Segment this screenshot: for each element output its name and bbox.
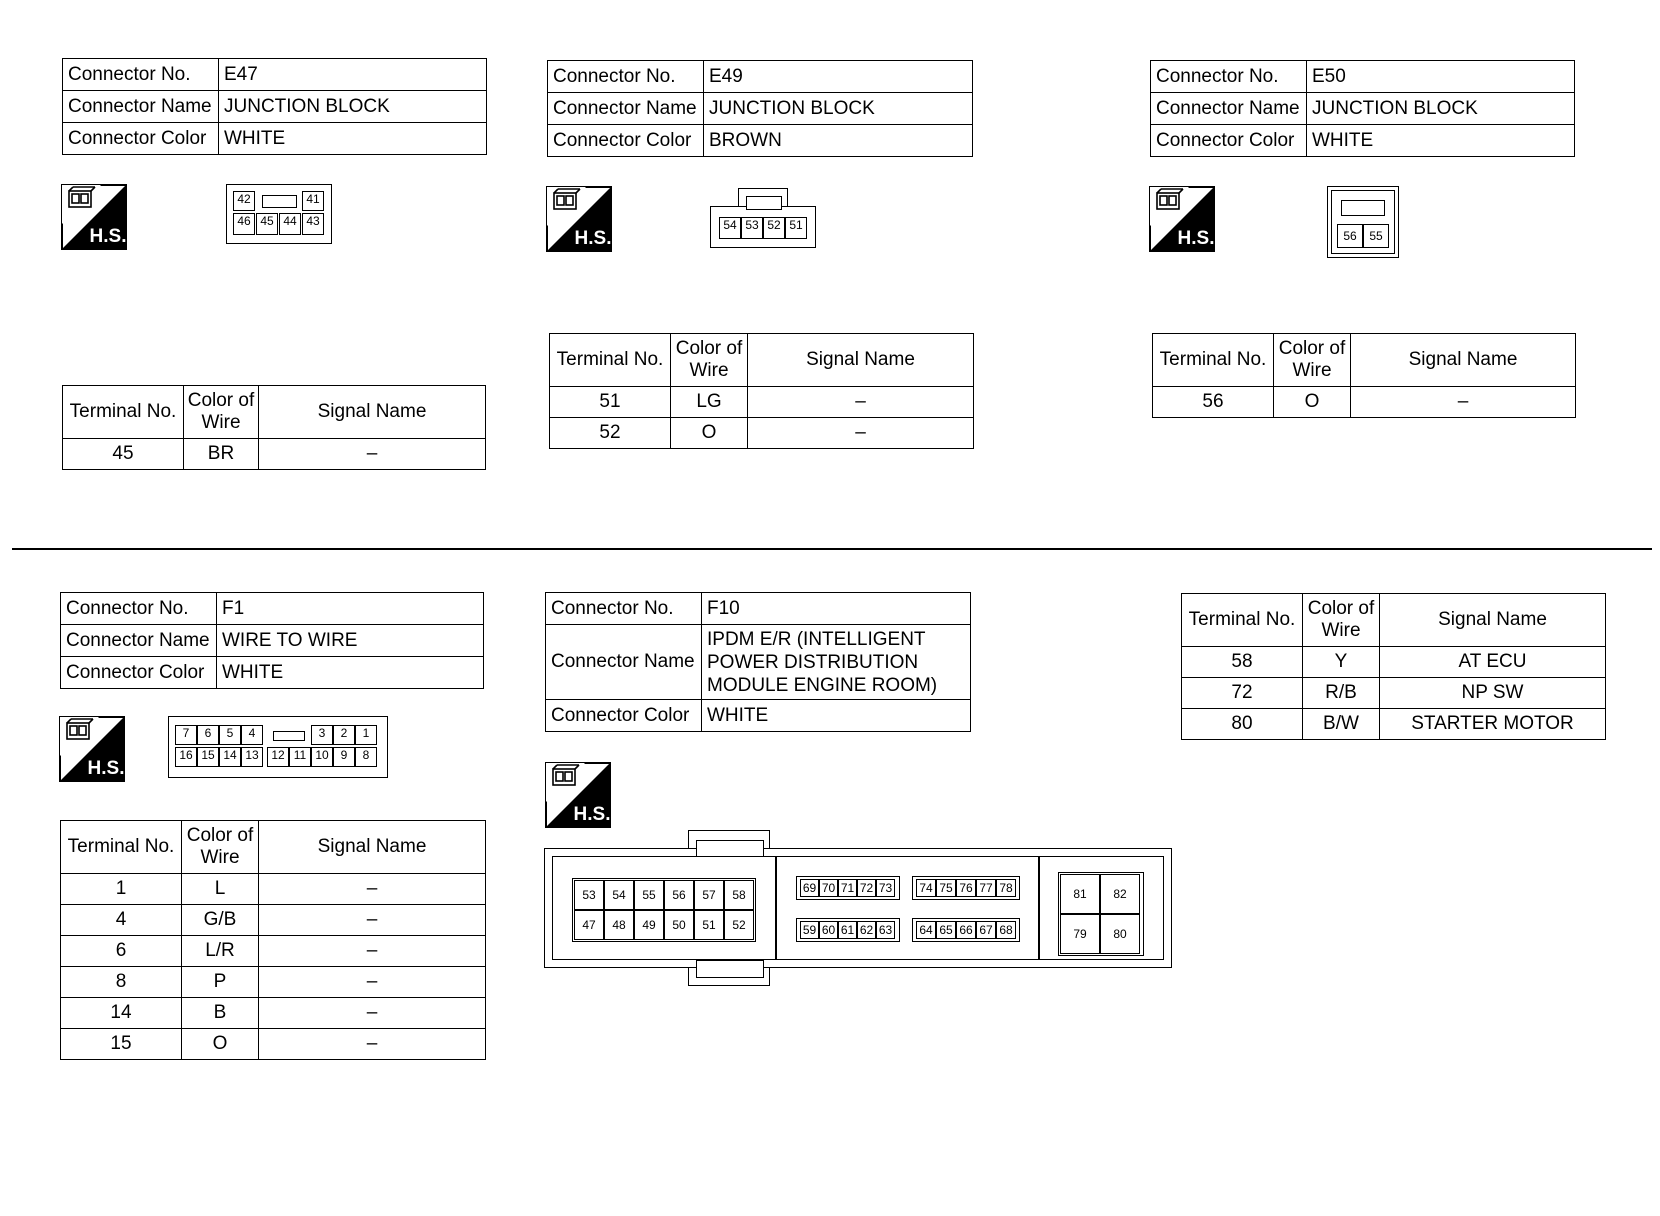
e47-connector-no: E47 — [219, 59, 487, 91]
e50-th-signal: Signal Name — [1351, 334, 1576, 387]
f10-pin: 71 — [838, 879, 857, 897]
signal-name: AT ECU — [1380, 647, 1606, 678]
f10-pin: 81 — [1060, 874, 1100, 914]
f10-label-color: Connector Color — [546, 700, 702, 732]
f10-pin: 51 — [694, 910, 724, 940]
f10-pin: 49 — [634, 910, 664, 940]
signal-name: STARTER MOTOR — [1380, 709, 1606, 740]
signal-name: – — [1351, 387, 1576, 418]
f10-connector-face — [544, 830, 1172, 988]
f10-pin: 59 — [800, 921, 819, 939]
e47-pin: 43 — [302, 213, 324, 235]
table-row — [63, 439, 486, 470]
table-row — [550, 387, 974, 418]
terminal-no: 1 — [61, 874, 182, 905]
e47-th-wire: Color of Wire — [184, 386, 259, 439]
e50-connector-face — [1327, 186, 1399, 258]
e49-connector-face — [710, 188, 816, 248]
e49-th-signal: Signal Name — [748, 334, 974, 387]
f1-label-color: Connector Color — [61, 657, 217, 689]
signal-name: NP SW — [1380, 678, 1606, 709]
table-row — [1182, 709, 1606, 740]
f10-pin: 57 — [694, 880, 724, 910]
e50-th-wire: Color of Wire — [1274, 334, 1351, 387]
f10-pin: 76 — [956, 879, 976, 897]
e49-connector-name: JUNCTION BLOCK — [704, 93, 973, 125]
e50-label-no: Connector No. — [1151, 61, 1307, 93]
f10-pin: 58 — [724, 880, 754, 910]
e49-connector-color: BROWN — [704, 125, 973, 157]
f1-pin: 11 — [289, 747, 311, 767]
f10-pin: 62 — [857, 921, 876, 939]
f10-connector-color: WHITE — [702, 700, 971, 732]
f1-pin: 15 — [197, 747, 219, 767]
terminal-no: 8 — [61, 967, 182, 998]
wire-color: B/W — [1303, 709, 1380, 740]
f10-pin: 68 — [996, 921, 1016, 939]
f10-info-table — [545, 592, 971, 732]
hs-badge-icon — [61, 184, 127, 250]
f1-pin: 9 — [333, 747, 355, 767]
f10-pin: 61 — [838, 921, 857, 939]
e49-pin: 53 — [741, 217, 763, 239]
f10-pin: 73 — [876, 879, 895, 897]
f10-pin: 53 — [574, 880, 604, 910]
wire-color: L — [182, 874, 259, 905]
e47-info-table — [62, 58, 487, 155]
f10-th-terminal: Terminal No. — [1182, 594, 1303, 647]
f10-pin: 55 — [634, 880, 664, 910]
wire-color: G/B — [182, 905, 259, 936]
signal-name: – — [259, 936, 486, 967]
e50-info-table — [1150, 60, 1575, 157]
wire-color: O — [1274, 387, 1351, 418]
table-row — [61, 1029, 486, 1060]
f1-pin: 1 — [355, 725, 377, 745]
f10-pin: 80 — [1100, 914, 1140, 954]
f10-pin: 75 — [936, 879, 956, 897]
terminal-no: 80 — [1182, 709, 1303, 740]
signal-name: – — [259, 967, 486, 998]
e47-connector-name: JUNCTION BLOCK — [219, 91, 487, 123]
f1-connector-face — [168, 716, 388, 778]
f1-th-terminal: Terminal No. — [61, 821, 182, 874]
f10-pin: 69 — [800, 879, 819, 897]
f10-terminal-table — [1181, 593, 1606, 740]
f10-pin: 60 — [819, 921, 838, 939]
terminal-no: 14 — [61, 998, 182, 1029]
e49-connector-no: E49 — [704, 61, 973, 93]
hs-badge-icon — [546, 186, 612, 252]
e49-label-name: Connector Name — [548, 93, 704, 125]
signal-name: – — [748, 387, 974, 418]
e50-label-color: Connector Color — [1151, 125, 1307, 157]
f1-pin: 3 — [311, 725, 333, 745]
e49-label-color: Connector Color — [548, 125, 704, 157]
signal-name: – — [259, 439, 486, 470]
e49-th-wire: Color of Wire — [671, 334, 748, 387]
e47-pin: 46 — [233, 213, 255, 235]
table-row — [61, 998, 486, 1029]
table-row — [61, 905, 486, 936]
f1-pin: 7 — [175, 725, 197, 745]
f10-name-line: MODULE ENGINE ROOM) — [707, 674, 938, 696]
hs-badge-icon — [59, 716, 125, 782]
wire-color: O — [182, 1029, 259, 1060]
e50-pin: 56 — [1337, 224, 1363, 248]
f10-label-no: Connector No. — [546, 593, 702, 625]
terminal-no: 45 — [63, 439, 184, 470]
e49-info-table — [547, 60, 973, 157]
f1-connector-no: F1 — [217, 593, 484, 625]
wire-color: O — [671, 418, 748, 449]
e47-pin: 45 — [256, 213, 278, 235]
svg-text:H.S.: H.S. — [573, 804, 611, 825]
f1-pin: 4 — [241, 725, 263, 745]
e49-th-terminal: Terminal No. — [550, 334, 671, 387]
f1-pin: 5 — [219, 725, 241, 745]
f1-th-signal: Signal Name — [259, 821, 486, 874]
f10-th-signal: Signal Name — [1380, 594, 1606, 647]
e50-th-terminal: Terminal No. — [1153, 334, 1274, 387]
f10-pin: 47 — [574, 910, 604, 940]
f1-terminal-table — [60, 820, 486, 1060]
table-row — [1182, 647, 1606, 678]
f1-connector-name: WIRE TO WIRE — [217, 625, 484, 657]
e50-pin: 55 — [1363, 224, 1389, 248]
f10-pin: 65 — [936, 921, 956, 939]
f1-label-no: Connector No. — [61, 593, 217, 625]
hs-badge-icon — [1149, 186, 1215, 252]
svg-text:H.S.: H.S. — [87, 758, 125, 779]
wire-color: Y — [1303, 647, 1380, 678]
wire-color: BR — [184, 439, 259, 470]
wire-color: P — [182, 967, 259, 998]
f1-info-table — [60, 592, 484, 689]
table-row — [61, 967, 486, 998]
f10-pin: 48 — [604, 910, 634, 940]
e47-latch — [262, 195, 297, 208]
f10-pin: 56 — [664, 880, 694, 910]
f1-pin: 12 — [267, 747, 289, 767]
f10-pin: 67 — [976, 921, 996, 939]
f1-pin: 8 — [355, 747, 377, 767]
f10-pin: 70 — [819, 879, 838, 897]
f10-pin: 63 — [876, 921, 895, 939]
f10-label-name: Connector Name — [546, 625, 702, 700]
f10-name-line: IPDM E/R (INTELLIGENT — [707, 628, 926, 650]
terminal-no: 52 — [550, 418, 671, 449]
f1-connector-color: WHITE — [217, 657, 484, 689]
e50-terminal-table — [1152, 333, 1576, 418]
hs-badge-icon — [545, 762, 611, 828]
f1-pin: 14 — [219, 747, 241, 767]
e47-pin: 44 — [279, 213, 301, 235]
e47-connector-face — [226, 184, 332, 244]
f1-label-name: Connector Name — [61, 625, 217, 657]
f1-pin: 6 — [197, 725, 219, 745]
terminal-no: 58 — [1182, 647, 1303, 678]
f10-pin: 52 — [724, 910, 754, 940]
f10-pin: 50 — [664, 910, 694, 940]
terminal-no: 15 — [61, 1029, 182, 1060]
table-row — [1153, 387, 1576, 418]
f10-connector-name — [702, 625, 971, 700]
e47-label-no: Connector No. — [63, 59, 219, 91]
e50-connector-name: JUNCTION BLOCK — [1307, 93, 1575, 125]
e49-pin: 51 — [785, 217, 807, 239]
f10-pin: 77 — [976, 879, 996, 897]
svg-text:H.S.: H.S. — [1177, 228, 1215, 249]
f1-th-wire: Color of Wire — [182, 821, 259, 874]
e47-label-color: Connector Color — [63, 123, 219, 155]
e49-terminal-table — [549, 333, 974, 449]
f1-latch — [273, 731, 305, 741]
terminal-no: 51 — [550, 387, 671, 418]
e50-connector-color: WHITE — [1307, 125, 1575, 157]
f10-pin: 82 — [1100, 874, 1140, 914]
signal-name: – — [748, 418, 974, 449]
terminal-no: 72 — [1182, 678, 1303, 709]
signal-name: – — [259, 905, 486, 936]
wire-color: L/R — [182, 936, 259, 967]
table-row — [550, 418, 974, 449]
f1-pin: 10 — [311, 747, 333, 767]
e47-terminal-table — [62, 385, 486, 470]
section-divider — [12, 548, 1652, 550]
e47-th-terminal: Terminal No. — [63, 386, 184, 439]
f10-pin: 79 — [1060, 914, 1100, 954]
e49-label-no: Connector No. — [548, 61, 704, 93]
e47-th-signal: Signal Name — [259, 386, 486, 439]
signal-name: – — [259, 874, 486, 905]
e47-pin: 41 — [302, 191, 324, 211]
f10-pin: 64 — [916, 921, 936, 939]
f10-th-wire: Color of Wire — [1303, 594, 1380, 647]
table-row — [61, 936, 486, 967]
e49-pin: 52 — [763, 217, 785, 239]
wire-color: B — [182, 998, 259, 1029]
f1-pin: 13 — [241, 747, 263, 767]
wire-color: LG — [671, 387, 748, 418]
f1-pin: 16 — [175, 747, 197, 767]
f10-name-line: POWER DISTRIBUTION — [707, 651, 919, 673]
signal-name: – — [259, 998, 486, 1029]
table-row — [61, 874, 486, 905]
f10-pin: 54 — [604, 880, 634, 910]
terminal-no: 6 — [61, 936, 182, 967]
e50-connector-no: E50 — [1307, 61, 1575, 93]
f10-pin: 72 — [857, 879, 876, 897]
signal-name: – — [259, 1029, 486, 1060]
f1-pin: 2 — [333, 725, 355, 745]
e47-connector-color: WHITE — [219, 123, 487, 155]
e50-label-name: Connector Name — [1151, 93, 1307, 125]
e47-pin: 42 — [233, 191, 255, 211]
svg-text:H.S.: H.S. — [89, 226, 127, 247]
e47-label-name: Connector Name — [63, 91, 219, 123]
f10-pin: 74 — [916, 879, 936, 897]
terminal-no: 56 — [1153, 387, 1274, 418]
table-row — [1182, 678, 1606, 709]
f10-connector-no: F10 — [702, 593, 971, 625]
terminal-no: 4 — [61, 905, 182, 936]
wire-color: R/B — [1303, 678, 1380, 709]
f10-pin: 66 — [956, 921, 976, 939]
svg-text:H.S.: H.S. — [574, 228, 612, 249]
e49-pin: 54 — [719, 217, 741, 239]
f10-pin: 78 — [996, 879, 1016, 897]
